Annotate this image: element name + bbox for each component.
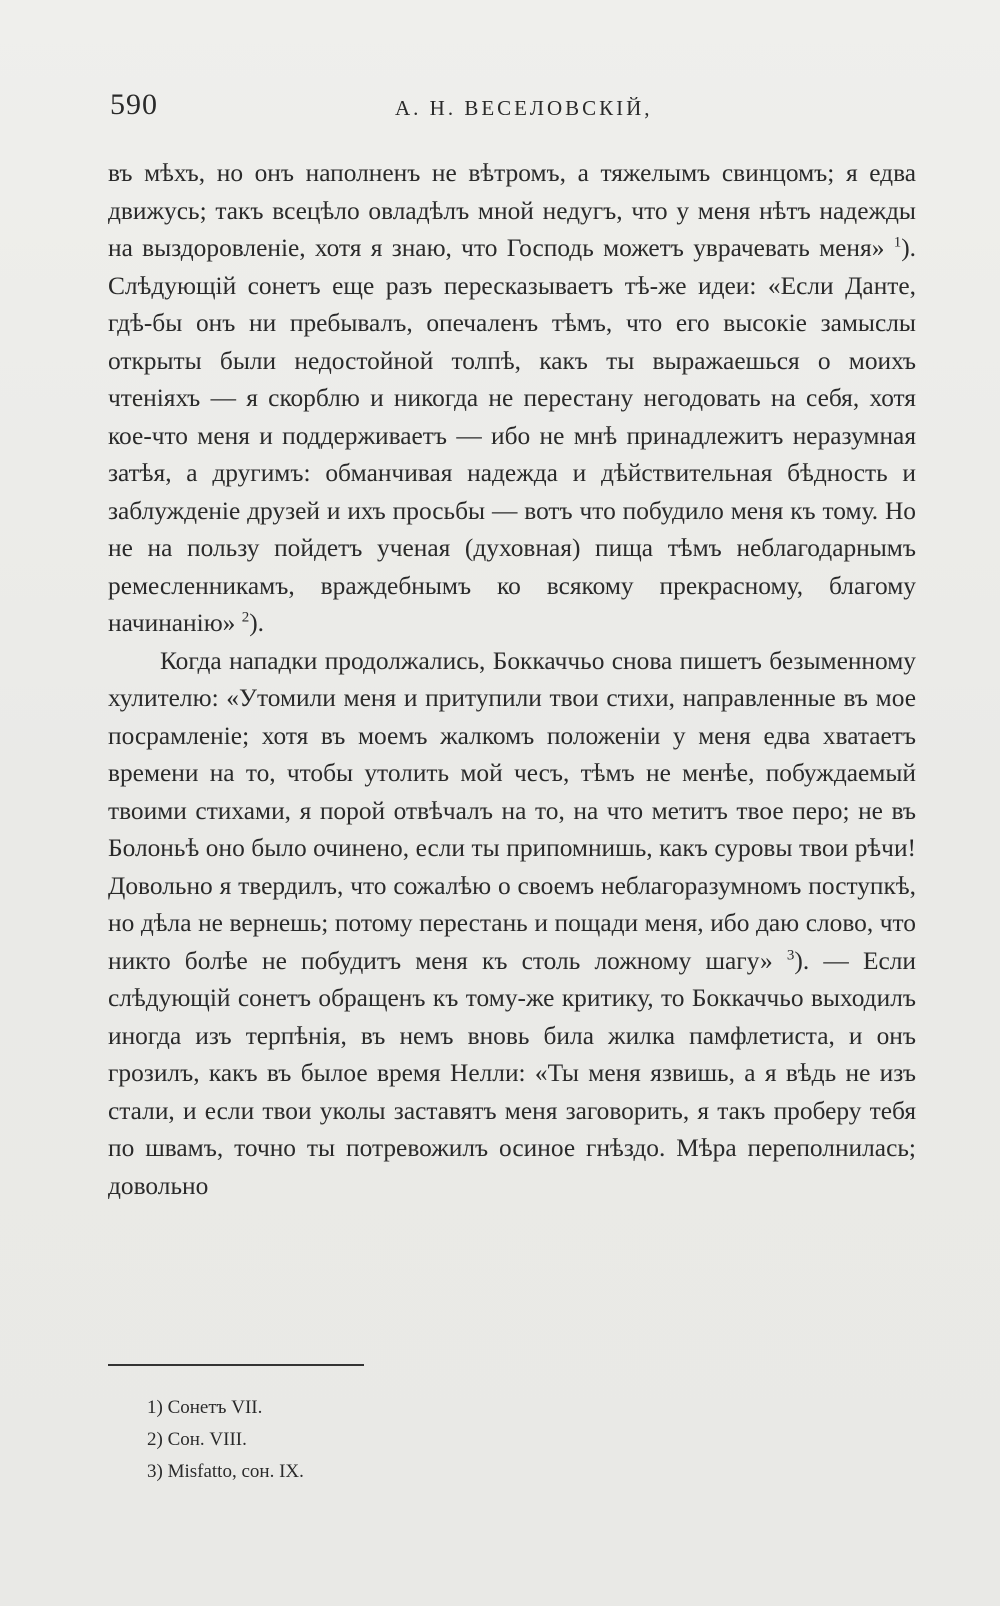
footnote-divider [108,1364,364,1366]
paragraph-1-text-b: ). Слѣдующій сонетъ еще разъ пересказываетъ тѣ-же идеи: «Если Данте, гдѣ-бы онъ ни пребывалъ, опечаленъ тѣмъ, что его высокіе замыслы открыты были недостойной толпѣ, какъ ты выражаешься о моихъ чтеніяхъ — я скорблю и никогда не перестану негодовать на себя, хотя кое-что меня и поддерживаетъ — ибо не мнѣ принадлежитъ неразумная затѣя, а другимъ: обманчивая надежда и дѣйствительная бѣдность и заблужденіе друзей и ихъ просьбы — вотъ что побудило меня къ тому. Но не на пользу пойдетъ ученая (духовная) пища тѣмъ неблагодарнымъ ремесленникамъ, враждебнымъ ко всякому прекрасному, благому начинанію» [108,234,916,637]
page-number: 590 [110,88,158,121]
body-text [108,155,916,1205]
footnotes [147,1392,304,1488]
footnote-ref-1[interactable]: 1 [893,234,902,251]
paragraph-1 [108,155,916,643]
paragraph-2 [108,643,916,1206]
footnote-ref-2[interactable]: 2 [241,609,250,626]
running-head: А. Н. ВЕСЕЛОВСКІЙ, [395,96,653,120]
paragraph-2-text-b: ). — Если слѣдующій сонетъ обращенъ къ тому-же критику, то Боккаччьо выходилъ иногда изъ терпѣнія, въ немъ вновь била жилка памфлетиста, и онъ грозилъ, какъ въ былое время Нелли: «Ты меня язвишь, а я вѣдь не изъ стали, и если твои уколы заставятъ меня заговорить, я такъ проберу тебя по швамъ, точно ты потревожилъ осиное гнѣздо. Мѣра переполнилась; довольно [108,946,916,1200]
paragraph-2-text-a: Когда нападки продолжались, Боккаччьо снова пишетъ безыменному хулителю: «Утомили меня и притупили твои стихи, направленные въ мое посрамленіе; хотя въ моемъ жалкомъ положеніи у меня едва хватаетъ времени на то, чтобы утолить мой чесъ, тѣмъ не менѣе, побуждаемый твоими стихами, я порой отвѣчалъ на то, на что метитъ твое перо; не въ Болоньѣ оно было очинено, если ты припомнишь, какъ суровы твои рѣчи! Довольно я твердилъ, что сожалѣю о своемъ неблагоразумномъ поступкѣ, но дѣла не вернешь; потому перестань и пощади меня, ибо даю слово, что никто болѣе не побудитъ меня къ столь ложному шагу» [108,646,916,975]
page-header [110,88,910,128]
footnote-3: 3) Misfatto, сон. IX. [147,1461,304,1482]
paragraph-1-text-a: въ мѣхъ, но онъ наполненъ не вѣтромъ, а тяжелымъ свинцомъ; я едва движусь; такъ всецѣло овладѣлъ мной недугъ, что у меня нѣтъ надежды на выздоровленіе, хотя я знаю, что Господь можетъ уврачевать меня» [108,159,916,262]
paragraph-1-text-c: ). [249,609,265,637]
footnote-1: 1) Сонетъ VII. [147,1397,263,1418]
footnote-2: 2) Сон. VIII. [147,1429,247,1450]
footnote-ref-3[interactable]: 3 [786,947,795,964]
